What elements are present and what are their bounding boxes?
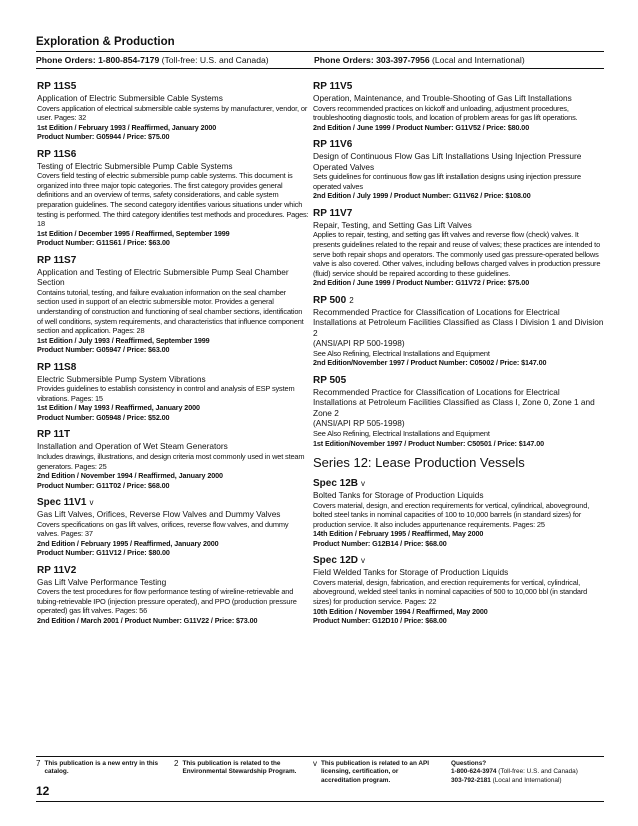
licensing-symbol: v [313, 759, 317, 768]
entry-description: Covers recommended practices on kickoff and unloading, adjustment procedures, troubleshooting diagnostic tools, and location of problem areas for gas lift operations. [313, 103, 578, 123]
phone-rule [36, 68, 604, 69]
entry-code: RP 11T [37, 429, 71, 441]
licensing-mark: v [89, 498, 94, 508]
entry-description: Applies to repair, testing, and setting gas lift valves and reverse flow (check) valves. It presents guidelines related to the repair and reuse of valves; these practices are intended to serve both repair shops and operators. The commonly used gas pressure-operated bellows valve is also covered. Other valves, including bellows charged valves in production pressure (fluid) service should be repaired according to these guidelines. [313, 230, 601, 278]
footer-rule [36, 756, 604, 757]
licensing-mark: v [361, 479, 366, 489]
entry-product: Product Number: G05948 / Price: $52.00 [37, 412, 170, 422]
entry-product: Product Number: G11T02 / Price: $68.00 [37, 480, 170, 490]
entry-title: Gas Lift Valve Performance Testing [37, 576, 167, 587]
catalog-entry-rp500 [313, 295, 605, 368]
catalog-entry [37, 362, 309, 423]
entry-code: RP 11S6 [37, 148, 77, 160]
entry-edition: 1st Edition / May 1993 / Reaffirmed, January 2000 [37, 403, 200, 413]
phone-international-note: (Local and International) [432, 55, 525, 65]
entry-edition: 1st Edition/November 1997 / Product Number: C50501 / Price: $147.00 [313, 438, 544, 448]
entry-edition: 2nd Edition / November 1994 / Reaffirmed, January 2000 [37, 471, 223, 481]
entry-description: Contains tutorial, testing, and failure evaluation information on the seal chamber section used in support of an electric submersible motor. Provides a general understanding of construction and functioning of seal chamber sections, identification of well conditions, system requirements, and characteristics that influence component section and application. Pages: 28 [37, 287, 304, 336]
catalog-entry [313, 208, 605, 288]
entry-edition: 2nd Edition / February 1995 / Reaffirmed, January 2000 [37, 538, 219, 548]
phone-tollfree-number: Phone Orders: 1-800-854-7179 [36, 55, 160, 65]
questions-tollfree-number: 1-800-624-3974 [451, 768, 497, 776]
entry-title: Operation, Maintenance, and Trouble-Shooting of Gas Lift Installations [313, 93, 572, 103]
entry-edition: 14th Edition / February 1995 / Reaffirmed, May 2000 [313, 529, 484, 539]
right-column [313, 81, 605, 633]
catalog-entry [313, 81, 605, 132]
entry-description: Includes drawings, illustrations, and design criteria most commonly used in wet steam generators. Pages: 25 [37, 451, 305, 471]
entry-code: RP 11V5 [313, 81, 353, 92]
catalog-entry [37, 565, 309, 626]
entry-description: Sets guidelines for continuous flow gas lift installation designs using injection pressure operated valves [313, 172, 581, 191]
entry-edition: 2nd Edition / June 1999 / Product Number: G11V72 / Price: $75.00 [313, 278, 530, 288]
entry-title: Field Welded Tanks for Storage of Production Liquids [313, 567, 509, 578]
entry-description: Provides guidelines to establish consistency in control and analysis of ESP system vibrations. Pages: 15 [37, 384, 295, 403]
entry-title: Design of Continuous Flow Gas Lift Installations Using Injection Pressure Operated Valves [313, 151, 582, 172]
entry-title: Installation and Operation of Wet Steam Generators [37, 441, 228, 452]
footnote-text: This publication is a new entry in this catalog. [44, 760, 159, 776]
entry-title: Gas Lift Valves, Orifices, Reverse Flow Valves and Dummy Valves [37, 509, 281, 520]
entry-product: Product Number: G12D10 / Price: $68.00 [313, 616, 447, 626]
entry-edition: 2nd Edition / July 1999 / Product Number: G11V62 / Price: $108.00 [313, 191, 531, 201]
catalog-entry [313, 139, 605, 201]
footnote-text: This publication is related to an API licensing, certification, or accreditation program. [321, 760, 430, 784]
catalog-entry [37, 255, 309, 355]
questions-label: Questions? [451, 760, 487, 767]
entry-description: Covers material, design, fabrication, and erection requirements for vertical, cylindrical, aboveground, welded steel tanks in nominal capacities of 500 to 10,000 bbl (in standard sizes) for production service. Pages: 22 [313, 577, 588, 606]
entry-code: RP 11S5 [37, 81, 77, 92]
entry-code: RP 11V2 [37, 564, 77, 576]
entry-product: Product Number: G11S61 / Price: $63.00 [37, 238, 170, 248]
entry-edition: 2nd Edition/November 1997 / Product Number: C05002 / Price: $147.00 [313, 358, 547, 368]
entry-description: Covers application of electrical submersible cable systems by manufacturer, vendor, or user. Pages: 32 [37, 103, 308, 123]
entry-title: Application and Testing of Electric Submersible Pump Seal Chamber Section [37, 266, 289, 288]
entry-title: Electric Submersible Pump System Vibrations [37, 373, 206, 384]
catalog-entry [37, 497, 309, 558]
environmental-mark: 2 [349, 295, 354, 305]
catalog-entry [37, 81, 309, 142]
entry-see-also: See Also Refining, Electrical Installations and Equipment [313, 348, 490, 358]
entry-title: Recommended Practice for Classification of Locations for Electrical Installations at Petroleum Facilities Classified as Class I Division 1 and Division 2 [313, 306, 604, 338]
catalog-entry [37, 429, 309, 490]
entry-edition: 2nd Edition / March 2001 / Product Number: G11V22 / Price: $73.00 [37, 616, 258, 626]
bottom-rule [36, 801, 604, 802]
section-title: Exploration & Production [36, 36, 175, 48]
entry-product: Product Number: G11V12 / Price: $80.00 [37, 548, 170, 558]
catalog-entry [313, 478, 605, 548]
footer-questions [451, 760, 605, 785]
entry-ansi: (ANSI/API RP 500-1998) [313, 338, 405, 349]
entry-ansi: (ANSI/API RP 505-1998) [313, 418, 405, 429]
footnote-new-entry [36, 760, 166, 777]
entry-code: Spec 11V1 v [37, 497, 94, 509]
entry-code: RP 500 2 [313, 294, 354, 306]
new-entry-symbol: 7 [36, 759, 41, 768]
page-number: 12 [36, 784, 50, 798]
questions-international-note: (Local and International) [492, 776, 562, 784]
entry-product: Product Number: G05944 / Price: $75.00 [37, 132, 170, 142]
entry-code: RP 11V7 [313, 207, 353, 219]
entry-product: Product Number: G05947 / Price: $63.00 [37, 345, 170, 355]
entry-code: RP 11V6 [313, 139, 353, 151]
entry-title: Repair, Testing, and Setting Gas Lift Valves [313, 219, 472, 230]
entry-edition: 1st Edition / December 1995 / Reaffirmed, September 1999 [37, 228, 230, 238]
entry-edition: 10th Edition / November 1994 / Reaffirmed, May 2000 [313, 606, 488, 616]
entry-description: Covers field testing of electric submersible pump cable systems. This document is organized into three major topic categories. The first category provides general definitions and an overview of terms, safety considerations, and cable system preparation guidelines. The second category identifies various situations under which testing is performed. The third category identifies test methods and procedures. Pages: 18 [37, 171, 309, 229]
entry-code: Spec 12B v [313, 478, 366, 490]
environmental-symbol: 2 [174, 759, 179, 768]
entry-description: Covers material, design, and erection requirements for vertical, cylindrical, aboveground, bolted steel tanks in nominal capacities of 100 to 10,000 barrels (in standard sizes) for production service. It also includes appurtenance requirements. Pages: 25 [313, 500, 590, 529]
entry-title: Bolted Tanks for Storage of Production Liquids [313, 490, 484, 501]
entry-description: Covers specifications on gas lift valves, orifices, reverse flow valves, and dummy valves. Pages: 37 [37, 519, 289, 539]
entry-edition: 1st Edition / July 1993 / Reaffirmed, September 1999 [37, 335, 210, 345]
entry-description: Covers the test procedures for flow performance testing of wireline-retrievable and tubing-retrievable IPO (injection pressure operated), and PPO (production pressure operated) gas lift valves. Pages: 56 [37, 587, 297, 616]
entry-code: RP 11S7 [37, 254, 77, 266]
footnote-text: This publication is related to the Environmental Stewardship Program. [182, 760, 297, 776]
phone-orders-row [36, 55, 604, 65]
footnote-environmental [174, 760, 304, 777]
entry-code: Spec 12D v [313, 555, 366, 567]
entry-see-also: See Also Refining, Electrical Installations and Equipment [313, 428, 490, 438]
footnote-licensing [313, 760, 431, 785]
phone-tollfree-note: (Toll-free: U.S. and Canada) [161, 55, 269, 65]
phone-international-number: Phone Orders: 303-397-7956 [314, 55, 430, 65]
entry-title: Testing of Electric Submersible Pump Cable Systems [37, 160, 233, 171]
catalog-entry [37, 149, 309, 248]
phone-orders-international [314, 55, 604, 65]
series-heading: Series 12: Lease Production Vessels [313, 455, 525, 471]
questions-tollfree-note: (Toll-free: U.S. and Canada) [498, 768, 578, 776]
licensing-mark: v [361, 556, 366, 566]
entry-edition: 2nd Edition / June 1999 / Product Number: G11V52 / Price: $80.00 [313, 122, 530, 132]
entry-title: Recommended Practice for Classification of Locations for Electrical Installations at Petroleum Facilities Classified as Class I, Zone 0, Zone 1 and Zone 2 [313, 386, 595, 418]
entry-edition: 1st Edition / February 1993 / Reaffirmed, January 2000 [37, 122, 217, 132]
entry-title: Application of Electric Submersible Cable Systems [37, 93, 223, 103]
questions-international-number: 303-792-2181 [451, 776, 491, 784]
header-rule [36, 51, 604, 52]
entry-code: RP 505 [313, 374, 347, 386]
catalog-entry-rp505 [313, 375, 605, 448]
entry-code: RP 11S8 [37, 361, 77, 373]
catalog-entry [313, 555, 605, 625]
phone-orders-tollfree [36, 55, 314, 65]
entry-product: Product Number: G12B14 / Price: $68.00 [313, 538, 447, 548]
left-column [37, 81, 309, 633]
